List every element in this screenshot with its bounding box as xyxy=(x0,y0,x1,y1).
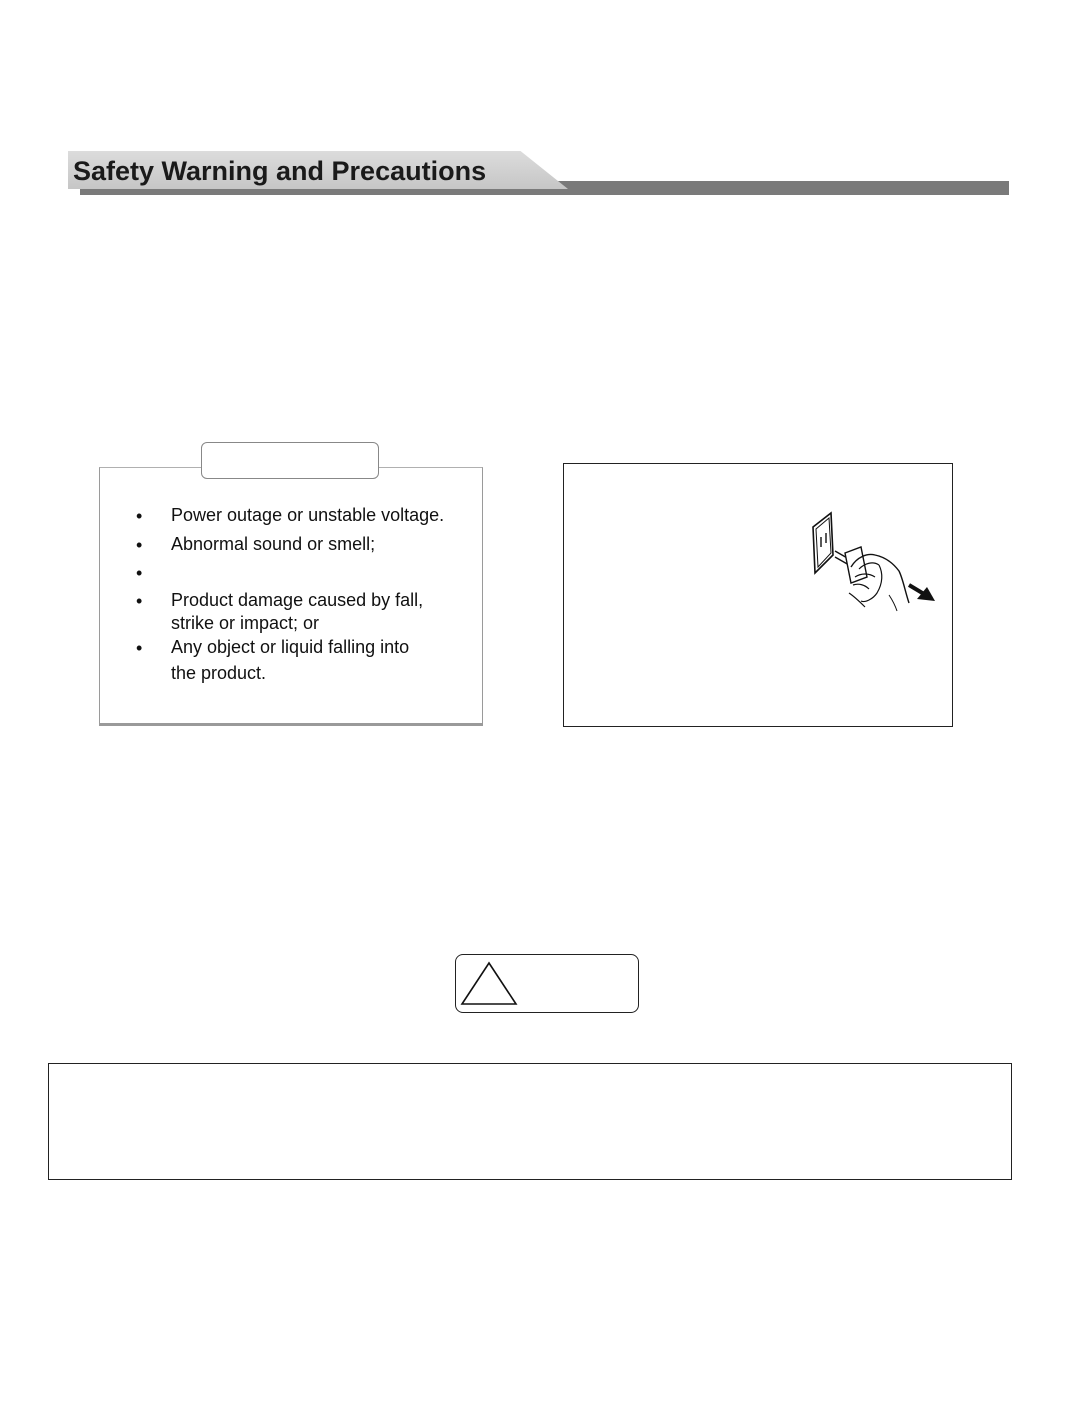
warning-triangle-icon xyxy=(460,960,518,1006)
symptom-item: Any object or liquid falling into xyxy=(171,637,410,657)
section-header xyxy=(0,0,1078,210)
symptom-item: Product damage caused by fall, xyxy=(171,590,424,610)
bullet-dot: • xyxy=(136,591,143,611)
bullet-dot: • xyxy=(136,563,143,583)
bullet-dot: • xyxy=(136,506,143,526)
note-box xyxy=(48,1063,1012,1180)
symptom-item: Abnormal sound or smell; xyxy=(171,534,376,554)
bullet-dot: • xyxy=(136,638,143,658)
symptom-item-continued: strike or impact; or xyxy=(171,613,320,633)
page-title: Safety Warning and Precautions xyxy=(73,156,487,186)
unplug-icon xyxy=(805,507,945,615)
bullet-dot: • xyxy=(136,535,143,555)
symptom-box-tab xyxy=(201,442,379,479)
symptom-item: Power outage or unstable voltage. xyxy=(171,505,445,525)
symptom-item-continued: the product. xyxy=(171,663,267,683)
